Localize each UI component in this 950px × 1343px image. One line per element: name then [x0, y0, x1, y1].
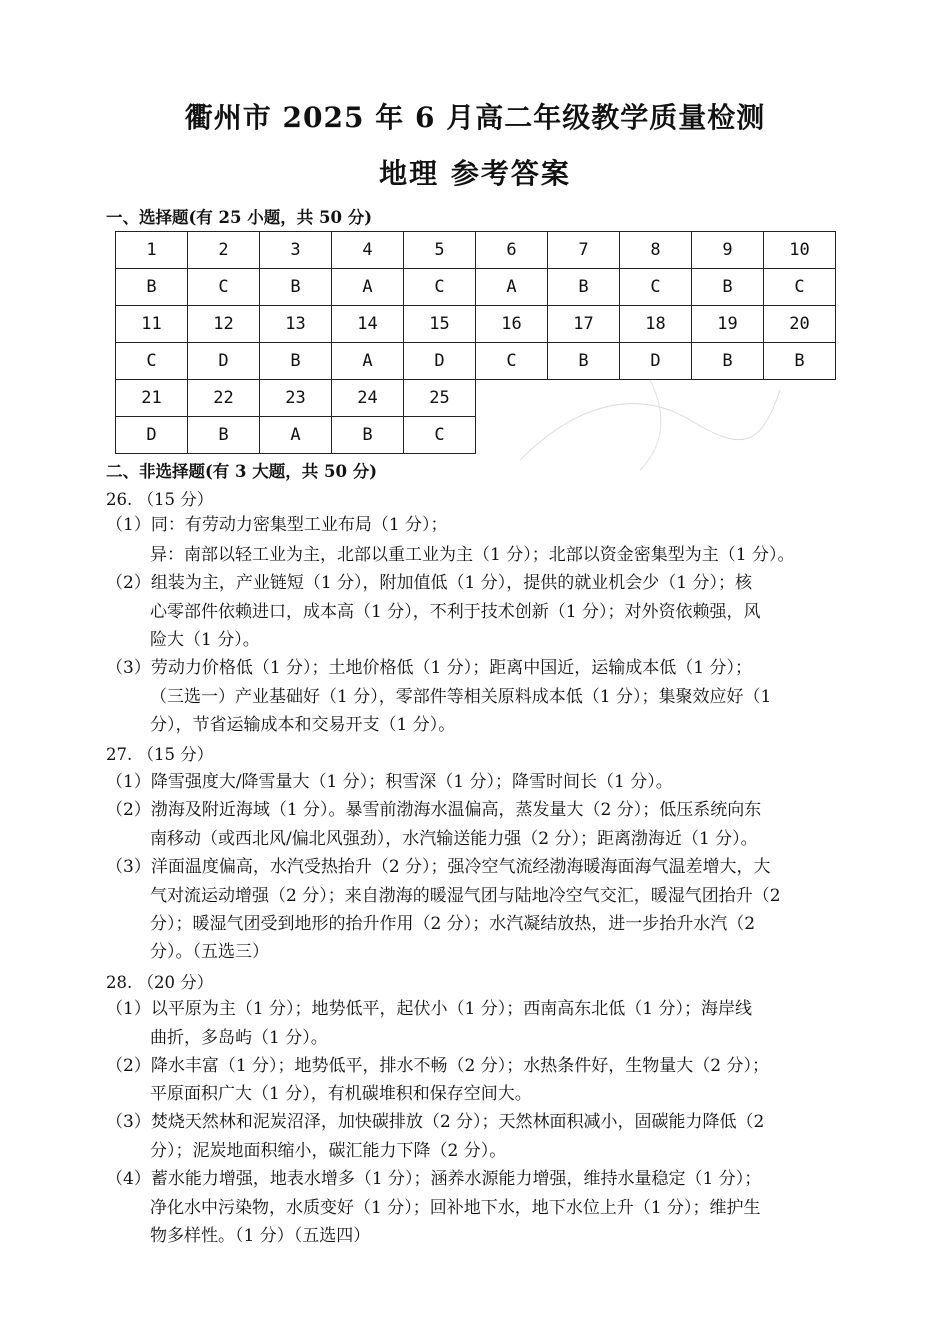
answer-line: （3）劳动力价格低（1 分）；土地价格低（1 分）；距离中国近，运输成本低（1 分）； — [106, 658, 752, 678]
table-cell: 2 — [188, 232, 260, 269]
table-cell: 4 — [332, 232, 404, 269]
table-cell: 25 — [404, 380, 476, 417]
answer-line: （4）蓄水能力增强，地表水增多（1 分）；涵养水源能力增强，维持水量稳定（1 分）； — [106, 1169, 762, 1189]
table-cell: 19 — [692, 306, 764, 343]
table-cell: A — [332, 269, 404, 306]
question-27-heading: 27. （15 分） — [106, 745, 214, 764]
table-cell: D — [116, 417, 188, 454]
table-cell: 23 — [260, 380, 332, 417]
table-cell: B — [548, 269, 620, 306]
table-cell: D — [620, 343, 692, 380]
table-cell: 17 — [548, 306, 620, 343]
table-cell: 12 — [188, 306, 260, 343]
table-cell: 16 — [476, 306, 548, 343]
table-cell: B — [260, 269, 332, 306]
answer-line: 平原面积广大（1 分），有机碳堆积和保存空间大。 — [150, 1084, 532, 1104]
answer-line: 物多样性。（1 分）（五选四） — [150, 1226, 371, 1246]
answer-line: （3）洋面温度偏高，水汽受热抬升（2 分）；强冷空气流经渤海暖海面海气温差增大，大 — [106, 857, 771, 877]
table-row-numbers — [116, 306, 836, 343]
table-cell: 1 — [116, 232, 188, 269]
answer-line: 险大（1 分）。 — [150, 630, 260, 650]
answer-line: （2）组装为主，产业链短（1 分），附加值低（1 分），提供的就业机会少（1 分）；核 — [106, 573, 752, 593]
question-26-heading: 26. （15 分） — [106, 490, 214, 509]
table-cell: 20 — [764, 306, 836, 343]
page-title: 衢州市 2025 年 6 月高二年级教学质量检测 — [184, 101, 766, 134]
page-subtitle: 地理 参考答案 — [379, 157, 571, 190]
answer-line: 分）。（五选三） — [150, 942, 269, 962]
table-cell: B — [764, 343, 836, 380]
table-cell: 10 — [764, 232, 836, 269]
answer-line: （1）同：有劳动力密集型工业布局（1 分）； — [106, 515, 448, 535]
pencil-scribble — [500, 360, 800, 480]
section1-heading: 一、选择题(有 25 小题，共 50 分) — [106, 208, 373, 227]
table-cell: B — [692, 269, 764, 306]
table-cell: C — [188, 269, 260, 306]
table-cell: B — [692, 343, 764, 380]
answer-line: （三选一）产业基础好（1 分），零部件等相关原料成本低（1 分）；集聚效应好（1 — [150, 687, 772, 707]
table-row-answers — [116, 269, 836, 306]
answer-line: （2）降水丰富（1 分）；地势低平，排水不畅（2 分）；水热条件好，生物量大（2 分）； — [106, 1056, 769, 1076]
answer-line: （1）降雪强度大/降雪量大（1 分）；积雪深（1 分）；降雪时间长（1 分）。 — [106, 772, 673, 792]
table-cell: 5 — [404, 232, 476, 269]
table-cell: 13 — [260, 306, 332, 343]
table-cell: C — [404, 269, 476, 306]
table-cell: C — [764, 269, 836, 306]
table-cell: 14 — [332, 306, 404, 343]
table-cell: D — [188, 343, 260, 380]
section2-heading: 二、非选择题(有 3 大题，共 50 分) — [106, 462, 378, 481]
table-cell: B — [260, 343, 332, 380]
table-cell: A — [260, 417, 332, 454]
table-cell: A — [332, 343, 404, 380]
answer-line: 净化水中污染物，水质变好（1 分）；回补地下水，地下水位上升（1 分）；维护生 — [150, 1198, 761, 1218]
question-28-heading: 28. （20 分） — [106, 973, 214, 992]
table-cell: 15 — [404, 306, 476, 343]
answer-line: 异：南部以轻工业为主，北部以重工业为主（1 分）；北部以资金密集型为主（1 分）。 — [150, 545, 795, 565]
table-cell: C — [620, 269, 692, 306]
table-cell: B — [116, 269, 188, 306]
table-cell: B — [332, 417, 404, 454]
table-cell: 24 — [332, 380, 404, 417]
table-row-numbers — [116, 232, 836, 269]
table-cell: B — [548, 343, 620, 380]
answer-line: （2）渤海及附近海域（1 分）。暴雪前渤海水温偏高，蒸发量大（2 分）；低压系统向东 — [106, 800, 762, 820]
table-cell: 3 — [260, 232, 332, 269]
answer-line: （1）以平原为主（1 分）；地势低平，起伏小（1 分）；西南高东北低（1 分）；海岸线 — [106, 999, 752, 1019]
table-cell: C — [116, 343, 188, 380]
table-cell: 11 — [116, 306, 188, 343]
answer-line: 曲折，多岛屿（1 分）。 — [150, 1028, 328, 1048]
answer-line: 分），节省运输成本和交易开支（1 分）。 — [150, 715, 456, 735]
answer-line: 分）；泥炭地面积缩小，碳汇能力下降（2 分）。 — [150, 1141, 507, 1161]
table-cell: 6 — [476, 232, 548, 269]
answer-line: 南移动（或西北风/偏北风强劲），水汽输送能力强（2 分）；距离渤海近（1 分）。 — [150, 829, 758, 849]
table-cell: 7 — [548, 232, 620, 269]
table-cell: D — [404, 343, 476, 380]
table-cell: 9 — [692, 232, 764, 269]
table-cell: A — [476, 269, 548, 306]
answer-line: 心零部件依赖进口，成本高（1 分），不利于技术创新（1 分）；对外资依赖强，风 — [150, 602, 761, 622]
table-cell: B — [188, 417, 260, 454]
table-cell: 8 — [620, 232, 692, 269]
table-cell: 22 — [188, 380, 260, 417]
table-cell: C — [476, 343, 548, 380]
answer-line: 分）；暖湿气团受到地形的抬升作用（2 分）；水汽凝结放热，进一步抬升水汽（2 — [150, 914, 756, 934]
answer-line: 气对流运动增强（2 分）；来自渤海的暖湿气团与陆地冷空气交汇，暖湿气团抬升（2 — [150, 886, 781, 906]
answer-line: （3）焚烧天然林和泥炭沼泽，加快碳排放（2 分）；天然林面积减小，固碳能力降低（2 — [106, 1112, 765, 1132]
table-cell: 21 — [116, 380, 188, 417]
table-cell: 18 — [620, 306, 692, 343]
table-cell: C — [404, 417, 476, 454]
